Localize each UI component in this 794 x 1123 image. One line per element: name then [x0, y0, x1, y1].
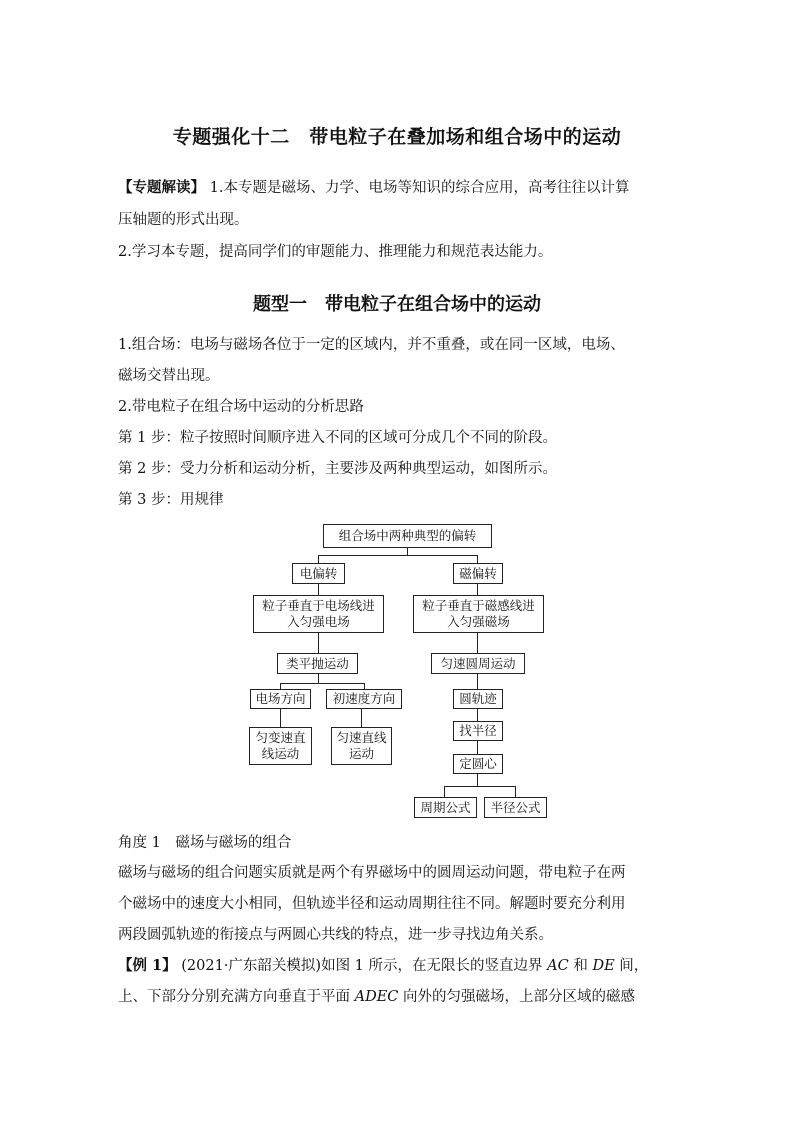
- flow-locate-center: 定圆心: [453, 754, 503, 774]
- analysis-heading: 2.带电粒子在组合场中运动的分析思路: [118, 399, 364, 415]
- connector: [477, 774, 478, 786]
- connector: [318, 555, 478, 556]
- flow-electric-deflection: 电偏转: [292, 563, 345, 584]
- angle-heading: 角度 1 磁场与磁场的组合: [118, 835, 292, 851]
- intro-line-1: [118, 178, 683, 198]
- flow-circle-trajectory: 圆轨迹: [453, 689, 503, 709]
- connector: [477, 633, 478, 653]
- connector: [477, 674, 478, 689]
- example-text-4: 上、下部分分别充满方向垂直于平面: [118, 989, 355, 1005]
- connector: [477, 741, 478, 754]
- flow-uniformly-accelerated: 匀变速直线运动: [249, 727, 312, 765]
- example-tag: 【例 1】: [118, 957, 177, 974]
- connector: [407, 548, 408, 555]
- connector: [444, 786, 445, 797]
- connector: [515, 786, 516, 797]
- intro-line-3: 2.学习本专题，提高同学们的审题能力、推理能力和规范表达能力。: [118, 244, 553, 260]
- connector: [318, 584, 319, 595]
- connector: [361, 709, 362, 727]
- intro-line-2: 压轴题的形式出现。: [118, 212, 249, 228]
- angle-line-3: 两段圆弧轨迹的衔接点与两圆心共线的特点，进一步寻找边角关系。: [118, 927, 553, 943]
- flow-initial-velocity-direction: 初速度方向: [326, 689, 402, 709]
- connector: [318, 555, 319, 563]
- flow-circular-motion: 匀速圆周运动: [431, 653, 525, 674]
- step-3: 第 3 步：用规律: [118, 492, 224, 508]
- flow-magnetic-entry: 粒子垂直于磁感线进入匀强磁场: [413, 595, 544, 633]
- example-text-2: 和: [568, 958, 593, 974]
- composite-field-line-1: 1.组合场：电场与磁场各位于一定的区域内，并不重叠，或在同一区域，电场、: [118, 337, 625, 353]
- page-title: 专题强化十二 带电粒子在叠加场和组合场中的运动: [172, 126, 622, 148]
- flow-magnetic-deflection: 磁偏转: [453, 563, 503, 584]
- connector: [318, 633, 319, 653]
- example-source: (2021·广东韶关模拟): [176, 958, 322, 974]
- flow-projectile-motion: 类平抛运动: [277, 653, 358, 674]
- connector: [280, 683, 364, 684]
- composite-field-line-2: 磁场交替出现。: [118, 368, 220, 384]
- example-line-1: [118, 956, 683, 976]
- plane-adec: ADEC: [354, 989, 399, 1005]
- connector: [477, 709, 478, 721]
- connector: [477, 584, 478, 595]
- intro-tag: 【专题解读】: [118, 179, 205, 196]
- flow-uniform-linear: 匀速直线运动: [331, 727, 392, 765]
- angle-line-1: 磁场与磁场的组合问题实质就是两个有界磁场中的圆周运动问题，带电粒子在两: [118, 865, 626, 881]
- example-text-1: 如图 1 所示，在无限长的竖直边界: [321, 958, 548, 974]
- step-1: 第 1 步：粒子按照时间顺序进入不同的区域可分成几个不同的阶段。: [118, 430, 557, 446]
- section-heading: 题型一 带电粒子在组合场中的运动: [253, 294, 541, 315]
- example-line-2: [118, 987, 683, 1007]
- flow-field-direction: 电场方向: [250, 689, 311, 709]
- flow-radius-formula: 半径公式: [484, 797, 547, 818]
- example-text-3: 间，: [614, 958, 649, 974]
- angle-line-2: 个磁场中的速度大小相同，但轨迹半径和运动周期往往不同。解题时要充分利用: [118, 896, 626, 912]
- flow-period-formula: 周期公式: [414, 797, 477, 818]
- example-text-5: 向外的匀强磁场，上部分区域的磁感: [398, 989, 635, 1005]
- boundary-ac: AC: [547, 958, 569, 974]
- step-2: 第 2 步：受力分析和运动分析，主要涉及两种典型运动，如图所示。: [118, 461, 557, 477]
- boundary-de: DE: [592, 958, 615, 974]
- connector: [318, 674, 319, 683]
- flow-find-radius: 找半径: [453, 721, 503, 741]
- connector: [444, 786, 516, 787]
- flow-root: 组合场中两种典型的偏转: [323, 524, 492, 548]
- connector: [477, 555, 478, 563]
- flow-electric-entry: 粒子垂直于电场线进入匀强电场: [253, 595, 384, 633]
- intro-text-1: 1.本专题是磁场、力学、电场等知识的综合应用，高考往往以计算: [205, 180, 630, 196]
- connector: [280, 709, 281, 727]
